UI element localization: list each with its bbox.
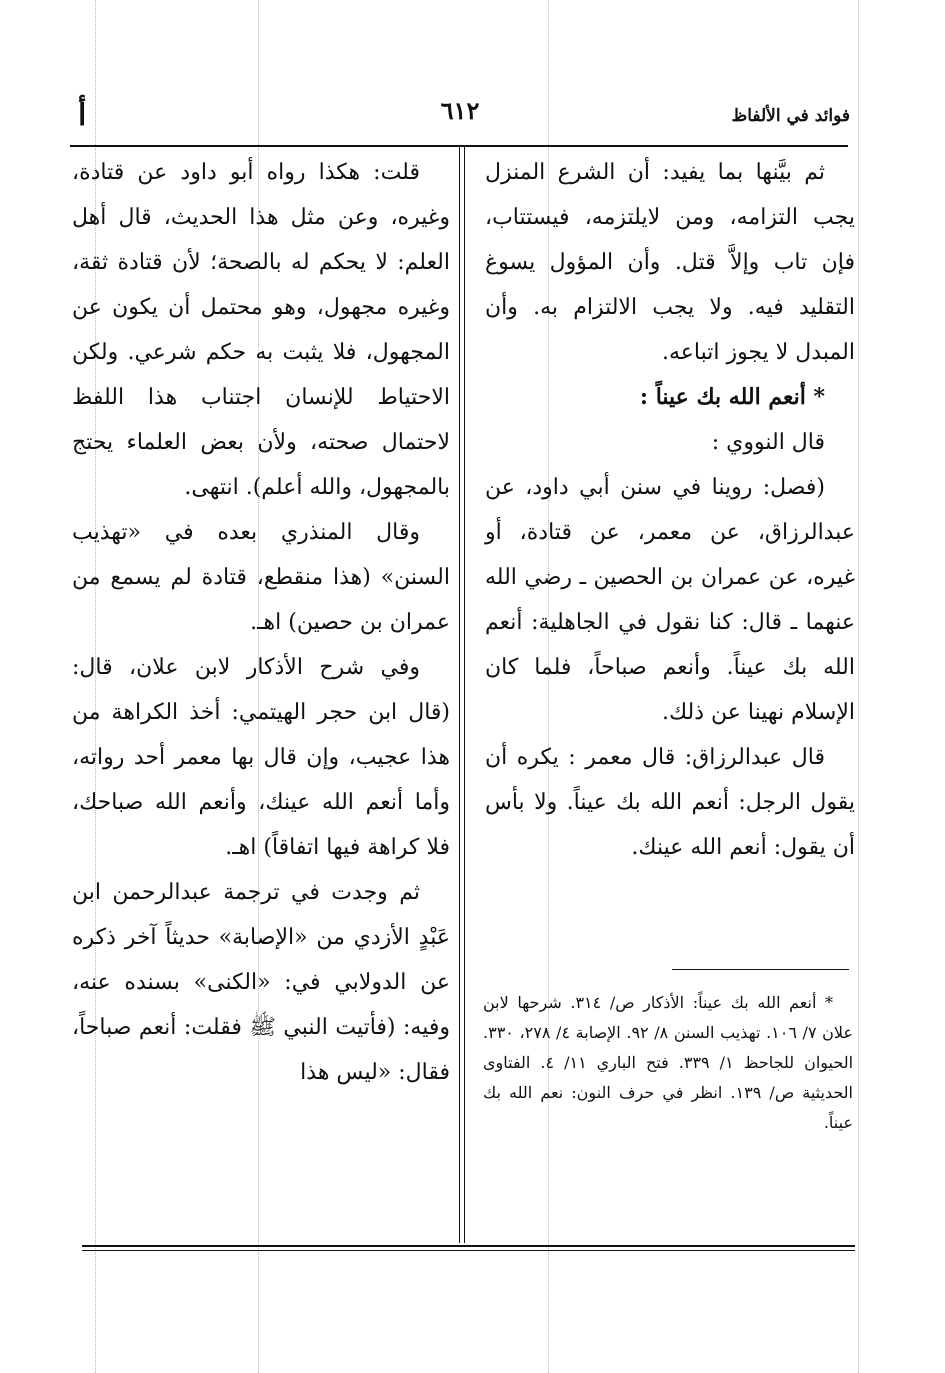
footer-rule: [82, 1245, 855, 1247]
right-column: [485, 150, 855, 870]
left-column: [72, 150, 450, 1095]
paragraph: ثم وجدت في ترجمة عبدالرحمن ابن عَبْدٍ الأزدي من «الإصابة» حديثاً آخر ذكره عن الدولابي في: «الكنى» بسنده عنه، وفيه: (فأتيت النبي ﷺ فقلت: أنعم صباحاً، فقال: «ليس هذا: [72, 880, 450, 1085]
paragraph: قلت: هكذا رواه أبو داود عن قتادة، وغيره، وعن مثل هذا الحديث، قال أهل العلم: لا يحكم له بالصحة؛ لأن قتادة ثقة، وغيره مجهول، وهو محتمل أن يكون عن المجهول، فلا يثبت به حكم شرعي. ولكن الاحتياط للإنسان اجتناب هذا اللفظ لاحتمال صحته، ولأن بعض العلماء يحتج بالمجهول، والله أعلم). انتهى.: [72, 160, 450, 500]
running-title: فوائد في الألفاظ: [731, 106, 850, 126]
paragraph: وفي شرح الأذكار لابن علان، قال: (قال ابن حجر الهيتمي: أخذ الكراهة من هذا عجيب، وإن قال بها معمر أحد رواته، وأما أنعم الله عينك، وأنعم الله صباحك، فلا كراهة فيها اتفاقاً) اهـ.: [72, 655, 450, 860]
page-number: ٦١٢: [440, 96, 480, 125]
footer-rule: [82, 1250, 855, 1251]
entry-heading: * أنعم الله بك عيناً :: [639, 384, 825, 410]
footnote-rule: [672, 969, 849, 970]
section-mark: أ: [78, 98, 87, 133]
paragraph: قال النووي :: [711, 430, 825, 455]
page-header: [70, 96, 850, 136]
column-divider: [464, 147, 465, 1243]
scan-guide-line: [858, 0, 859, 1373]
paragraph: (فصل: روينا في سنن أبي داود، عن عبدالرزاق، عن معمر، عن قتادة، أو غيره، عن عمران بن الحصين ـ رضي الله عنهما ـ قال: كنا نقول في الجاهلية: أنعم الله بك عيناً. وأنعم صباحاً، فلما كان الإسلام نهينا عن ذلك.: [485, 475, 855, 725]
footnote: [483, 988, 853, 1138]
column-divider: [459, 147, 460, 1243]
footnote-text: * أنعم الله بك عيناً: الأذكار ص/ ٣١٤. شرحها لابن علان ٧/ ١٠٦. تهذيب السنن ٨/ ٩٢. الإصابة ٤/ ٢٧٨، ٣٣٠. الحيوان للجاحظ ١/ ٣٣٩. فتح الباري ١١/ ٤. الفتاوى الحديثية ص/ ١٣٩. انظر في حرف النون: نعم الله بك عيناً.: [483, 993, 854, 1132]
paragraph: وقال المنذري بعده في «تهذيب السنن» (هذا منقطع، قتادة لم يسمع من عمران بن حصين) اهـ.: [72, 520, 450, 635]
paragraph: ثم بيَّنها بما يفيد: أن الشرع المنزل يجب التزامه، ومن لايلتزمه، فيستتاب، فإن تاب وإلاَّ قتل. وأن المؤول يسوغ التقليد فيه. ولا يجب الالتزام به. وأن المبدل لا يجوز اتباعه.: [485, 160, 855, 365]
paragraph: قال عبدالرزاق: قال معمر : يكره أن يقول الرجل: أنعم الله بك عيناً. ولا بأس أن يقول: أنعم الله عينك.: [485, 745, 855, 860]
